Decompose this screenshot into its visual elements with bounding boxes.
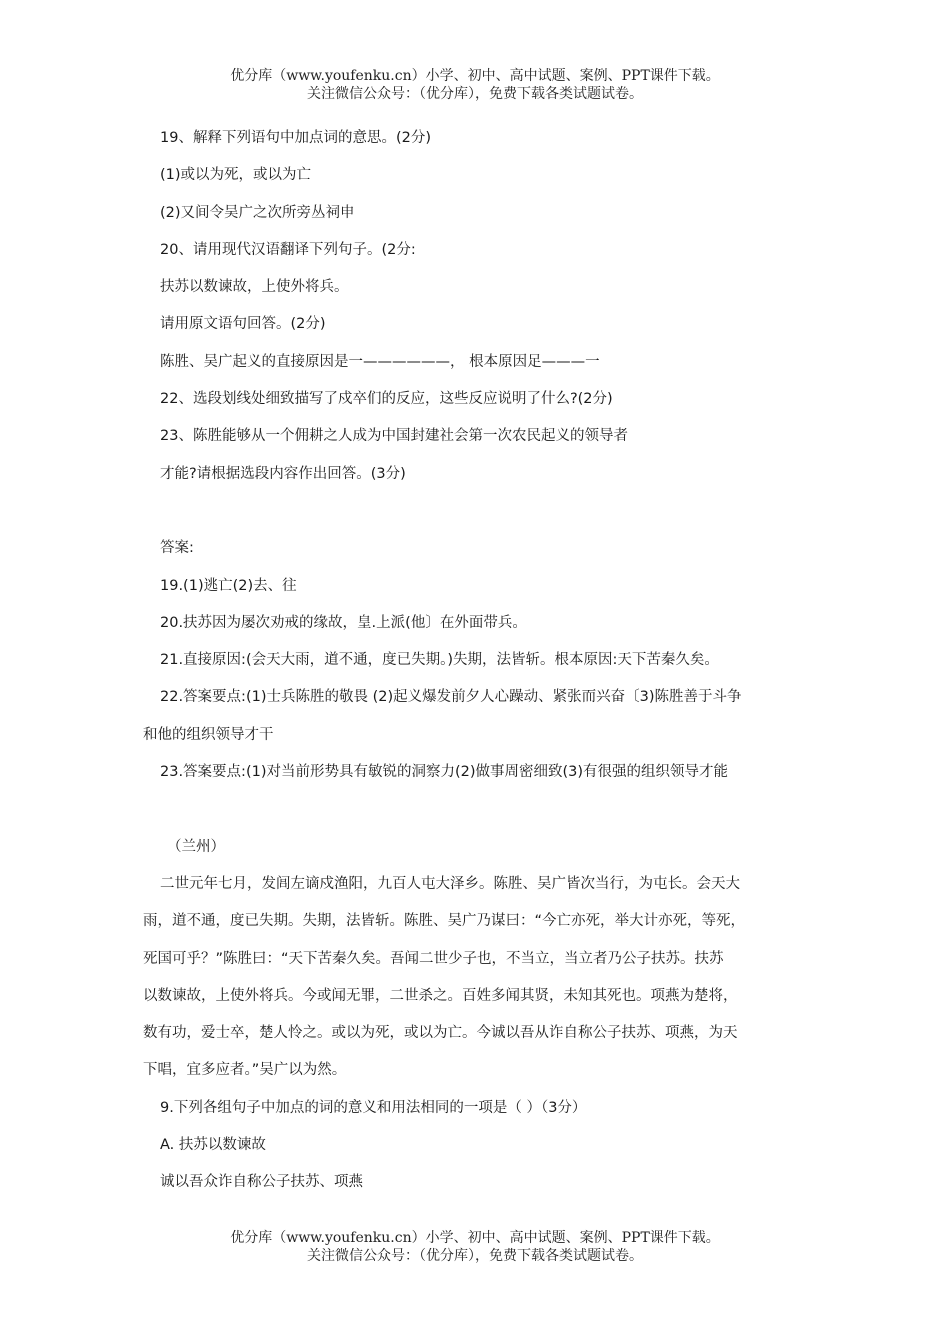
page-header [0,67,950,103]
passage-line: 死国可乎？”陈胜曰：“天下苦秦久矣。吾闻二世少子也，不当立，当立者乃公子扶苏。扶苏 [143,950,724,967]
passage-source: （兰州） [167,838,225,855]
document-body [143,124,823,1206]
question-19-item-2: (2)又间令吴广之次所旁丛祠申 [160,204,355,221]
question-9-option-a-2: 诚以吾众诈自称公子扶苏、项燕 [160,1174,363,1191]
answer-21: 21.直接原因:(会天大雨，道不通，度已失期。)失期，法皆斩。根本原因:天下苦秦久矣。 [160,652,719,669]
question-21: 请用原文语句回答。(2分) [160,316,326,333]
footer-line-2: 关注微信公众号：（优分库），免费下载各类试题试卷。 [307,1248,643,1264]
answer-19: 19.(1)逃亡(2)去、往 [160,577,297,594]
question-19-item-1: (1)或以为死，或以为亡 [160,167,312,184]
header-line-1: 优分库（www.youfenku.cn）小学、初中、高中试题、案例、PPT课件下载。 [230,68,720,84]
spacer [143,795,823,832]
question-9-option-a: A. 扶苏以数谏故 [160,1137,266,1154]
question-22: 22、选段划线处细致描写了戍卒们的反应，这些反应说明了什么?(2分) [160,391,613,408]
question-20: 20、请用现代汉语翻译下列句子。(2分: [160,241,416,258]
footer-line-1: 优分库（www.youfenku.cn）小学、初中、高中试题、案例、PPT课件下载。 [230,1230,720,1246]
answers-title: 答案: [160,540,194,557]
spacer [143,497,823,534]
question-9: 9.下列各组句子中加点的词的意义和用法相同的一项是（ ）（3分） [160,1099,587,1116]
passage-line: 下唱，宜多应者。”吴广以为然。 [143,1062,347,1079]
answer-20: 20.扶苏因为屡次劝戒的缘故，皇.上派(他〕在外面带兵。 [160,614,527,631]
header-line-2: 关注微信公众号：（优分库），免费下载各类试题试卷。 [307,86,643,102]
question-21-blank: 陈胜、吴广起义的直接原因是一——————， 根本原因足———一 [160,353,600,370]
page-footer [0,1229,950,1265]
passage-line: 雨，道不通，度已失期。失期，法皆斩。陈胜、吴广乃谋曰：“今亡亦死，举大计亦死，等死， [143,913,746,930]
passage-line: 数有功，爱士卒，楚人怜之。或以为死，或以为亡。今诚以吾从诈自称公子扶苏、项燕，为天 [143,1025,738,1042]
answer-22: 22.答案要点:(1)士兵陈胜的敬畏 (2)起义爆发前夕人心躁动、紧张而兴奋〔3)陈胜善于斗争 [160,689,742,706]
question-23-cont: 才能?请根据选段内容作出回答。(3分) [160,465,406,482]
passage-line: 二世元年七月，发闾左谪戍渔阳，九百人屯大泽乡。陈胜、吴广皆次当行，为屯长。会天大 [160,875,740,892]
question-20-sentence: 扶苏以数谏故，上使外将兵。 [160,279,349,296]
question-23: 23、陈胜能够从一个佣耕之人成为中国封建社会第一次农民起义的领导者 [160,428,628,445]
question-19: 19、解释下列语句中加点词的意思。(2分) [160,130,431,146]
answer-23: 23.答案要点:(1)对当前形势具有敏锐的洞察力(2)做事周密细致(3)有很强的组织领导才能 [160,764,729,781]
passage-line: 以数谏故，上使外将兵。今或闻无罪，二世杀之。百姓多闻其贤，未知其死也。项燕为楚将， [143,987,738,1004]
answer-22-cont: 和他的组织领导才干 [143,726,274,743]
